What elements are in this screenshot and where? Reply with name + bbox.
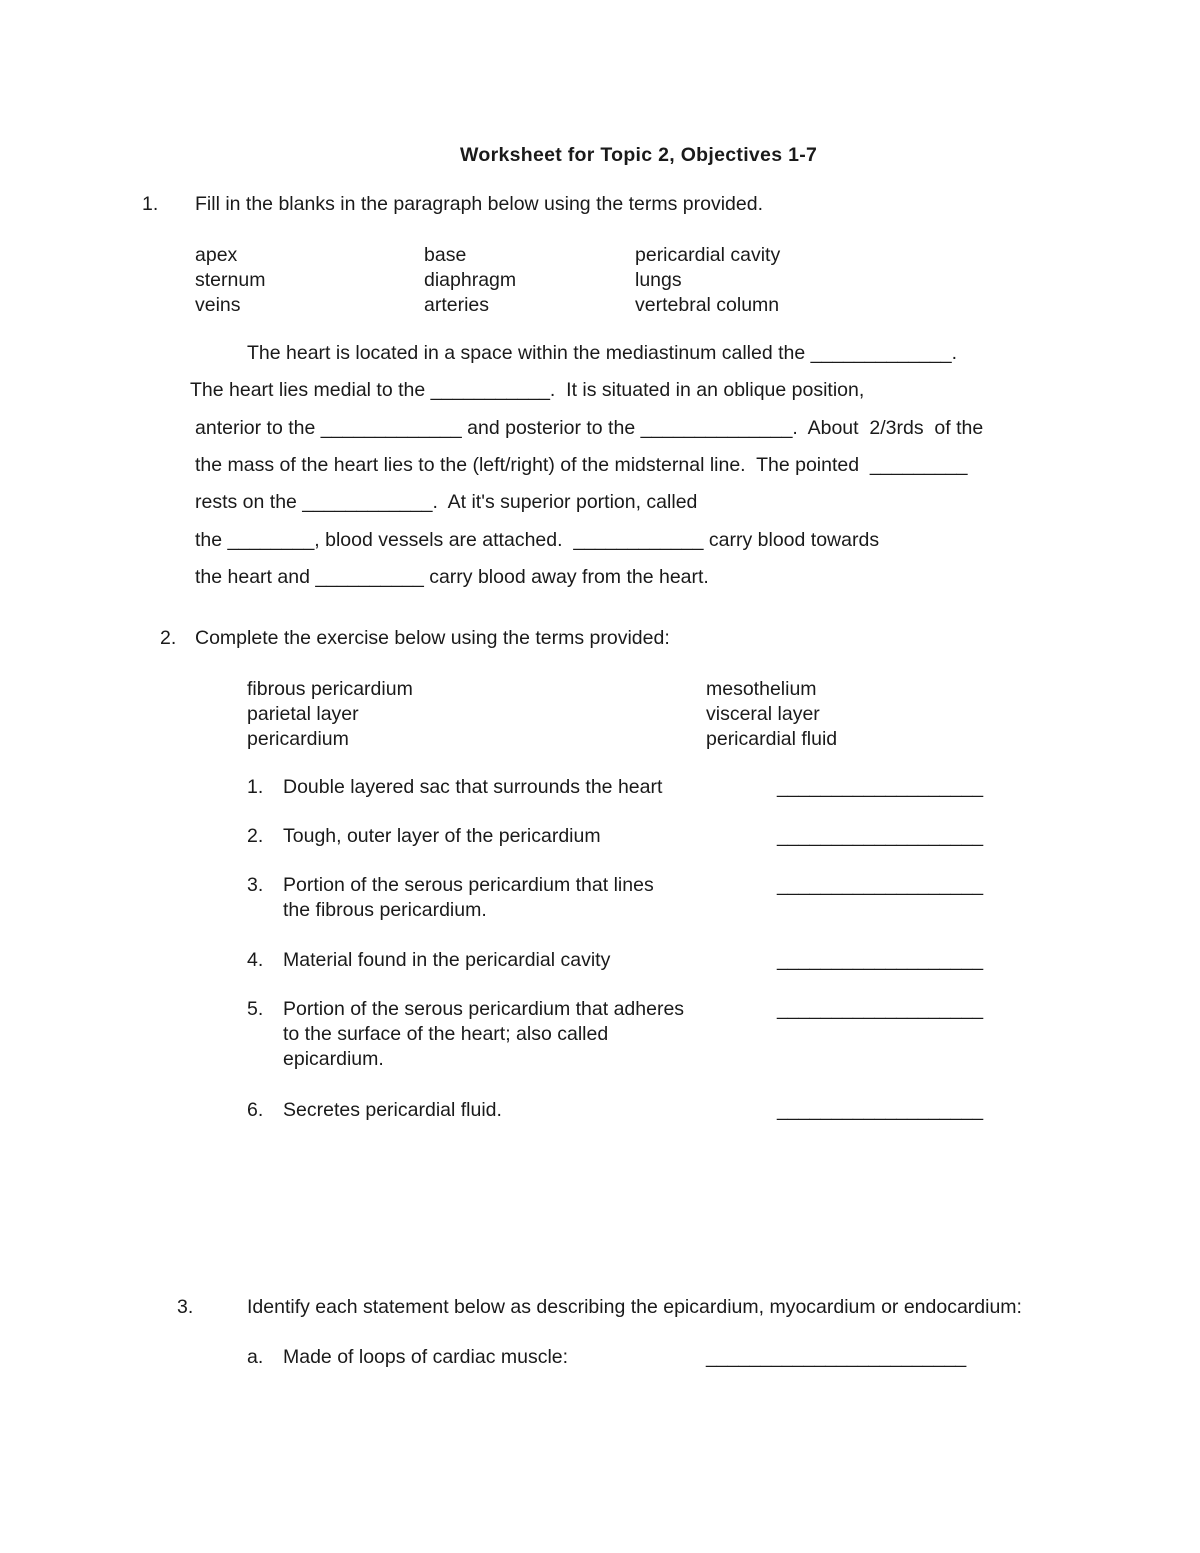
- term: mesothelium: [706, 678, 817, 700]
- q2-item-text: Portion of the serous pericardium that lines: [283, 874, 654, 896]
- answer-blank[interactable]: ___________________: [777, 776, 984, 798]
- q1-terms-column-2: [424, 243, 516, 318]
- term: diaphragm: [424, 269, 517, 291]
- term: veins: [195, 294, 241, 316]
- question-3-prompt: Identify each statement below as describing the epicardium, myocardium or endocardium:: [247, 1296, 1022, 1318]
- answer-blank[interactable]: ___________________: [777, 825, 984, 847]
- answer-blank[interactable]: ___________________: [777, 1099, 984, 1121]
- term: apex: [195, 244, 238, 266]
- term: pericardium: [247, 728, 349, 750]
- question-1-number: 1.: [142, 193, 159, 215]
- q2-item-number: 1.: [247, 776, 264, 798]
- term: base: [424, 244, 467, 266]
- term: sternum: [195, 269, 266, 291]
- q2-terms-column-1: [247, 677, 413, 752]
- question-2-prompt: Complete the exercise below using the terms provided:: [195, 627, 670, 649]
- q1-paragraph-line: The heart is located in a space within the mediastinum called the _____________.: [247, 342, 958, 364]
- question-1-prompt: Fill in the blanks in the paragraph below using the terms provided.: [195, 193, 763, 215]
- q1-paragraph-line: anterior to the _____________ and posterior to the ______________. About 2/3rds of the: [195, 417, 984, 439]
- q1-paragraph-line: rests on the ____________. At it's superior portion, called: [195, 491, 698, 513]
- answer-blank[interactable]: ___________________: [777, 874, 984, 896]
- q2-item-text: Tough, outer layer of the pericardium: [283, 825, 601, 847]
- q2-item-text: the fibrous pericardium.: [283, 899, 487, 921]
- q2-item-number: 6.: [247, 1099, 264, 1121]
- question-3-number: 3.: [177, 1296, 194, 1318]
- q2-item-text: epicardium.: [283, 1048, 384, 1070]
- q1-paragraph-line: the mass of the heart lies to the (left/right) of the midsternal line. The pointed _________: [195, 454, 968, 476]
- q2-item-number: 3.: [247, 874, 264, 896]
- term: fibrous pericardium: [247, 678, 413, 700]
- q3-item-letter: a.: [247, 1346, 264, 1368]
- q1-paragraph-line: the ________, blood vessels are attached. ____________ carry blood towards: [195, 529, 880, 551]
- q3-item-text: Made of loops of cardiac muscle:: [283, 1346, 569, 1368]
- term: parietal layer: [247, 703, 359, 725]
- q2-terms-column-2: [706, 677, 837, 752]
- answer-blank[interactable]: ___________________: [777, 949, 984, 971]
- term: pericardial cavity: [635, 244, 781, 266]
- q2-item-text: Portion of the serous pericardium that adheres: [283, 998, 685, 1020]
- q1-terms-column-1: [195, 243, 265, 318]
- q1-terms-column-3: [635, 243, 780, 318]
- q1-paragraph-line: The heart lies medial to the ___________. It is situated in an oblique position,: [190, 379, 865, 401]
- q1-paragraph-line: the heart and __________ carry blood away from the heart.: [195, 566, 709, 588]
- term: arteries: [424, 294, 490, 316]
- question-2-number: 2.: [160, 627, 177, 649]
- answer-blank[interactable]: ________________________: [706, 1346, 967, 1368]
- term: lungs: [635, 269, 682, 291]
- answer-blank[interactable]: ___________________: [777, 998, 984, 1020]
- q2-item-number: 5.: [247, 998, 264, 1020]
- q2-item-text: to the surface of the heart; also called: [283, 1023, 609, 1045]
- term: vertebral column: [635, 294, 780, 316]
- q2-item-text: Secretes pericardial fluid.: [283, 1099, 502, 1121]
- q2-item-number: 2.: [247, 825, 264, 847]
- term: pericardial fluid: [706, 728, 838, 750]
- q2-item-text: Double layered sac that surrounds the heart: [283, 776, 663, 798]
- q2-item-number: 4.: [247, 949, 264, 971]
- q2-item-text: Material found in the pericardial cavity: [283, 949, 611, 971]
- page-title: Worksheet for Topic 2, Objectives 1-7: [460, 144, 818, 166]
- term: visceral layer: [706, 703, 820, 725]
